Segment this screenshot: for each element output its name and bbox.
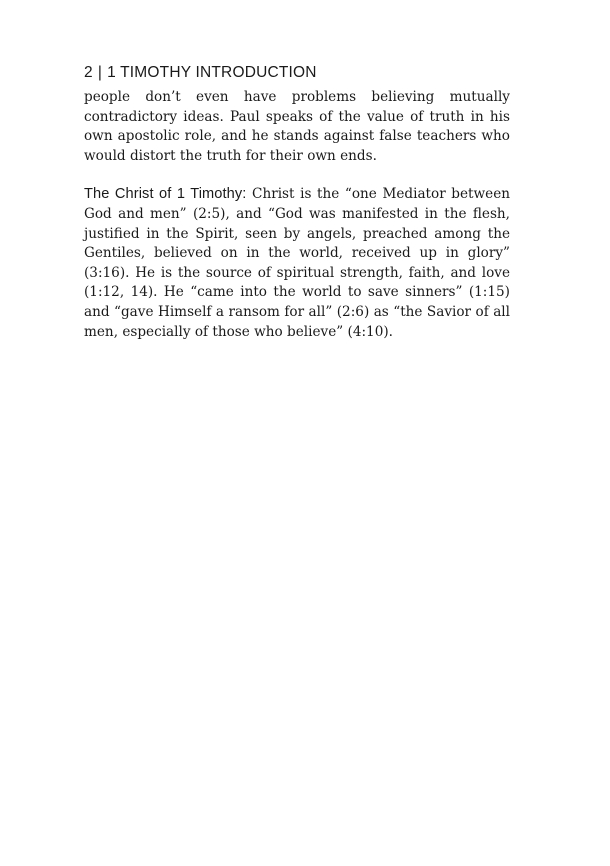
paragraph-truth: people don’t even have problems believing mutually contradictory ideas. Paul speaks of the value of truth in his own apostolic role, and he stands against false teachers who would distort the truth for their own ends. bbox=[84, 89, 510, 164]
chapter-title: 1 TIMOTHY INTRODUCTION bbox=[107, 64, 317, 81]
running-header bbox=[84, 62, 510, 84]
paragraph-christ-text: Christ is the “one Mediator between God and men” (2:5), and “God was manifested in the flesh, justified in the Spirit, seen by angels, preached among the Gentiles, believed on in the world, received up in glory” (3:16). He is the source of spiritual strength, faith, and love (1:12, 14). He “came into the world to save sinners” (1:15) and “gave Himself a ransom for all” (2:6) as “the Savior of all men, especially of those who believe” (4:10). bbox=[84, 186, 510, 340]
section-label: The Christ of 1 Timothy: bbox=[84, 186, 247, 203]
document-page bbox=[84, 62, 510, 342]
page-number: 2 bbox=[84, 64, 93, 81]
header-separator: | bbox=[97, 64, 103, 81]
paragraph-christ-of-1-timothy bbox=[84, 185, 510, 342]
